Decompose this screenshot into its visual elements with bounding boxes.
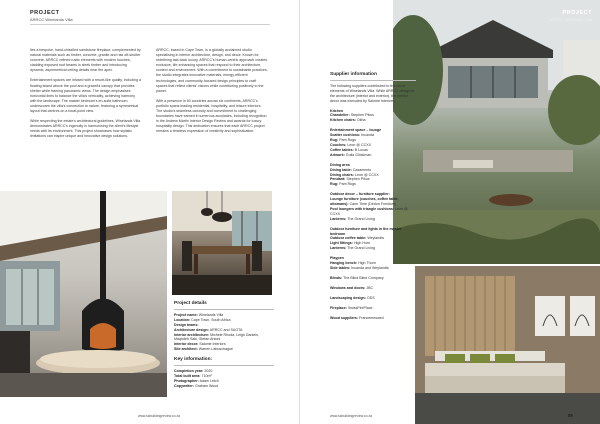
fireplace-illustration — [0, 191, 167, 397]
fireplace-photo — [0, 191, 167, 397]
detail-line: Project name: Winelands Villa — [174, 312, 224, 317]
project-details-heading: Project details — [174, 301, 207, 306]
divider — [174, 309, 274, 310]
supplier-block: Outdoor decor – furniture supplier: Lounge furniture (couches, coffee table, ottomans): Cane Time (Dedon Furniture) Pool loungers with triangle cushions: Leon @ CCXX Lanterns: The Grand Living — [330, 192, 408, 221]
supplier-line: Wood suppliers: Francemeswed — [330, 315, 384, 320]
footer-url: www.sabuildingreview.co.za — [138, 414, 181, 418]
paragraph: With a presence in 60 countries across six continents, ARRCC's portfolio spans leading residential, hospitality, and leisure interiors. The studio's seamless curiosity and commitment to challenging boundaries have earned it numerous accolades, including recognition in the Andrew Martin Interior Design Review and awards for luxury hospitality design. This dedication ensures that each ARRCC project remains a timeless expression of creativity and sophistication. — [156, 98, 267, 134]
detail-line: Interior decor: Salomé Interiors — [174, 342, 226, 347]
article-column-2 — [156, 48, 268, 140]
supplier-block: Kitchen Chandelier: Stephen Pikus Kitchen chairs: Okha — [330, 108, 374, 123]
bedroom-photo — [415, 266, 600, 424]
header-divider — [30, 24, 270, 25]
supplier-intro: The following suppliers contributed to the decor elements of Winelands Villa. While ARRCC designed the architecture (interior and exterior), the interior decor was executed by Salomé Interiors. — [330, 83, 415, 103]
supplier-line: Landscaping design: ODS — [330, 295, 375, 300]
supplier-block: Outdoor furniture and lights in the master bedroom Outdoor coffee table: Weylandts Light fittings: High Horn Lanterns: The Grand Living — [330, 226, 402, 251]
paragraph: Entertainment spaces are infused with a resort-like quality, including a floating island above the pool and a graceful canopy that provides shelter while framing panoramic views. The design emphasises horizontal lines to balance the villa's verticality, achieving harmony with the landscape. The master bedroom's en-suite bathroom underscores the villa's connection to nature, featuring a symmetrical layout that centres on a focal-point view. — [30, 78, 141, 114]
detail-line: Architecture design: ARRCC and SAOTA — [174, 327, 243, 332]
detail-line: Location: Cape Town, South Africa — [174, 317, 231, 322]
detail-line: Site architect: Warren Labuschagne — [174, 347, 234, 352]
detail-line: Design teams: — [174, 322, 199, 327]
paragraph: While respecting the estate's architectural guidelines, Winelands Villa demonstrates ARRCC's ingenuity in harmonising the client's lifestyle needs with its environment. This project showcases how stylistic limitations can inspire unique and innovative design solutions. — [30, 119, 141, 139]
header-title: PROJECT — [30, 10, 60, 16]
supplier-block: Entertainment space – lounge Scatter cushions: Incanda Rug: Pam Rugs Couches: Leon @ CCXX Coffee tables: B Lucas Artwork: Guila Glückman — [330, 128, 382, 157]
right-page — [300, 0, 600, 424]
header-subtitle: ARRCC Winelands Villa — [30, 17, 73, 22]
page-header — [30, 10, 73, 22]
house-exterior-photo — [393, 0, 600, 264]
supplier-line: Fireplace: SwissFirePlace — [330, 305, 373, 310]
divider — [330, 80, 416, 81]
paragraph: lies a bespoke, hand-chiselled sandstone fireplace, complemented by natural materials such as timber, concrete, granite and raw off-shutter concrete. ARRCC refined rustic elements with modern touches, cladding exposed roof beams in sleek timber and introducing dynamic, asymmetrical ceiling details near the apex. — [30, 48, 141, 73]
paragraph: ARRCC, based in Cape Town, is a globally acclaimed studio specialising in interior architecture, design, and decor. Known for redefining laid-back luxury, ARRCC's human-centric approach creates exclusive, life-enhancing spaces that respond to their architecture, context and environment. With a commitment to sustainable practices, the studio integrates innovative materials, energy-efficient technologies, and community-focused design principles to craft spaces that reflect clients' visions while contributing positively to the planet. — [156, 48, 268, 93]
header-title: PROJECT — [562, 10, 592, 16]
key-info-heading: Key information: — [174, 357, 213, 363]
dining-photo — [172, 191, 272, 295]
detail-line: Copywriter: Graham Wood — [174, 383, 219, 388]
supplier-line: Windows and doors: JBC — [330, 285, 374, 290]
page-header — [549, 10, 592, 22]
detail-line: Photographer: Adam Letch — [174, 378, 219, 383]
divider — [174, 365, 274, 366]
supplier-information — [330, 73, 416, 325]
detail-line: Completion year: 2020 — [174, 369, 213, 374]
house-illustration — [393, 0, 600, 264]
detail-line: Interior architecture: Michele Rhoda, Leigh Daniels, Maqhdeh Saki, Stefan Antoni — [174, 332, 259, 342]
supplier-line: Blinds: The Blind Blind Company — [330, 275, 384, 280]
project-details — [174, 302, 274, 389]
article-column-1 — [30, 48, 142, 145]
dining-illustration — [172, 191, 272, 295]
supplier-heading: Supplier information — [330, 72, 377, 77]
supplier-block: Playpen Hanging bench: High Thorn Side tables: Incanda and Weylandts — [330, 256, 389, 270]
page-number: 89 — [568, 413, 573, 418]
bedroom-illustration — [415, 266, 600, 424]
supplier-block: Dining area Dining table: Casamento Dining chairs: Leon @ CCXX Pendant: Stephen Pikus Rug: Pam Rugs — [330, 162, 379, 187]
header-subtitle: ARRCC Winelands Villa — [549, 17, 592, 22]
detail-line: Total built area: 710m² — [174, 373, 212, 378]
footer-url: www.sabuildingreview.co.za — [330, 414, 373, 418]
